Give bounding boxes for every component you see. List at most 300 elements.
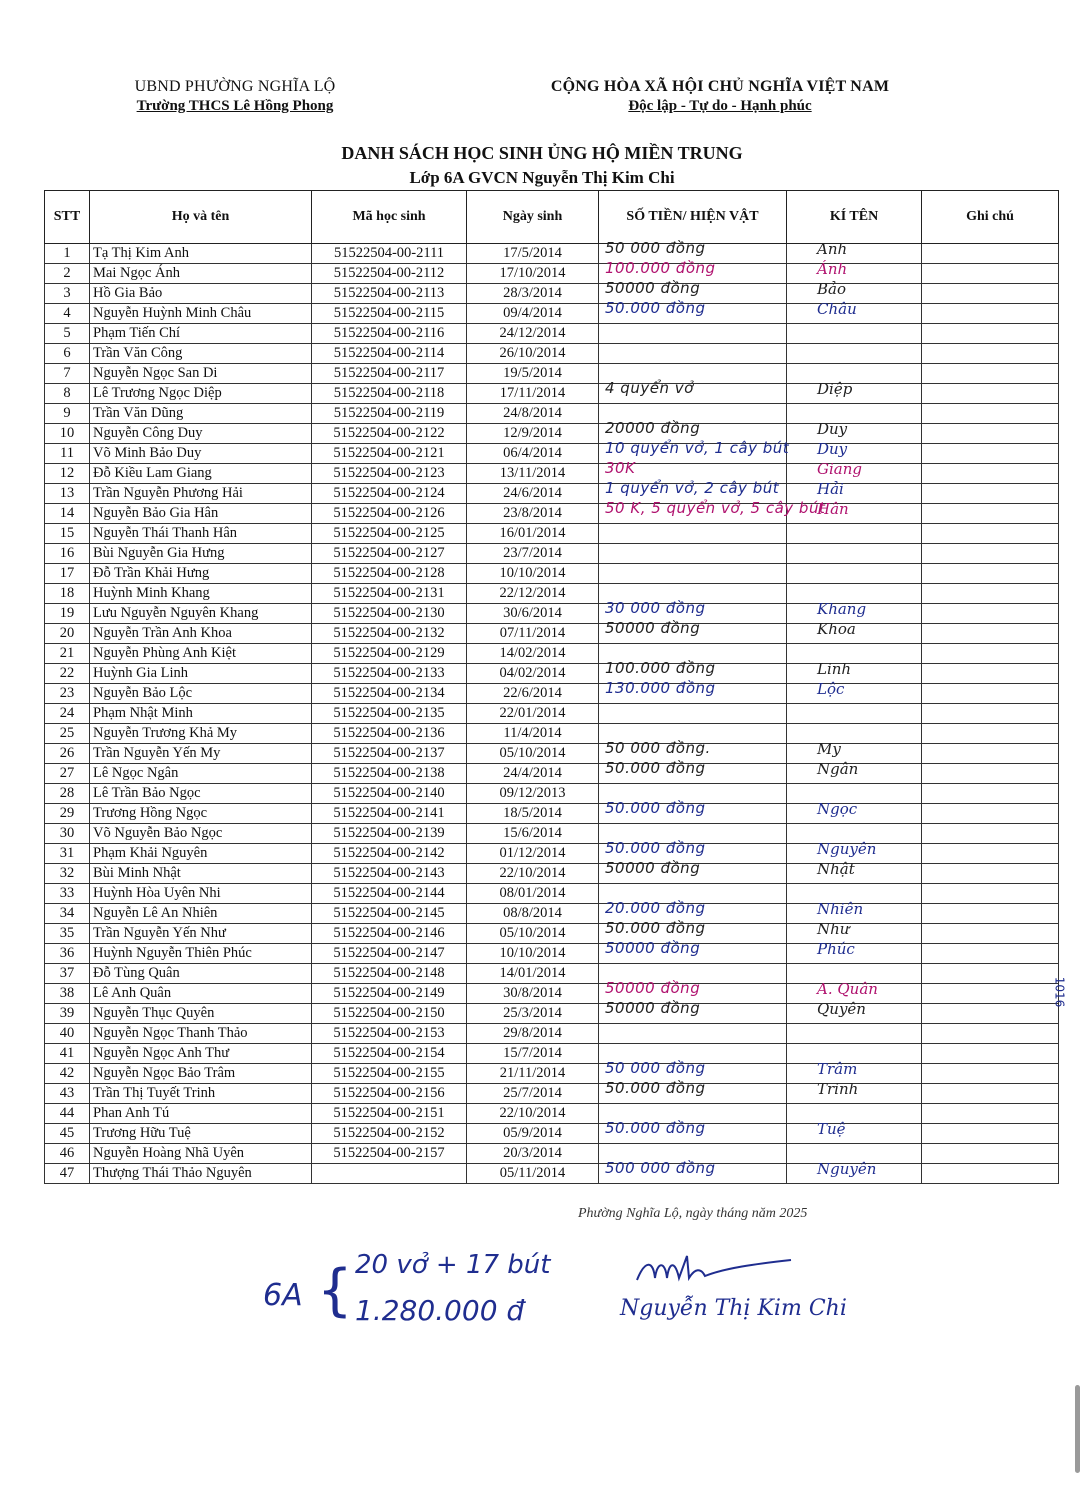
table-row (45, 944, 1059, 964)
cell-signature (787, 1080, 922, 1104)
cell-student-code: 51522504-00-2134 (312, 684, 467, 704)
cell-name: Mai Ngọc Ánh (90, 264, 312, 284)
cell-amount (599, 544, 787, 564)
table-row (45, 764, 1059, 784)
cell-stt: 5 (45, 324, 90, 344)
teacher-signature-name: Nguyễn Thị Kim Chi (620, 1296, 847, 1321)
cell-student-code: 51522504-00-2117 (312, 364, 467, 384)
table-row (45, 1024, 1059, 1044)
cell-stt: 19 (45, 604, 90, 624)
cell-student-code: 51522504-00-2130 (312, 604, 467, 624)
handwritten-signature: Trinh (817, 1080, 859, 1098)
cell-student-code: 51522504-00-2140 (312, 784, 467, 804)
table-row (45, 904, 1059, 924)
cell-stt: 22 (45, 664, 90, 684)
cell-amount (599, 759, 787, 784)
issuer-school: Trường THCS Lê Hồng Phong (136, 98, 334, 114)
table-row (45, 564, 1059, 584)
cell-student-code: 51522504-00-2121 (312, 444, 467, 464)
cell-signature (787, 940, 922, 964)
table-row (45, 644, 1059, 664)
cell-note (922, 664, 1059, 684)
handwritten-amount: 50 000 đồng (605, 1059, 706, 1077)
handwritten-signature: Nguyên (817, 1160, 877, 1178)
cell-stt: 43 (45, 1084, 90, 1104)
table-row (45, 324, 1059, 344)
handwritten-amount: 50000 đồng (605, 979, 701, 997)
handwritten-signature: Linh (817, 660, 852, 678)
cell-note (922, 944, 1059, 964)
cell-name: Huỳnh Hòa Uyên Nhi (90, 884, 312, 904)
donation-table (44, 190, 1059, 1184)
cell-signature (787, 240, 922, 264)
cell-note (922, 784, 1059, 804)
cell-student-code: 51522504-00-2156 (312, 1084, 467, 1104)
cell-student-code: 51522504-00-2112 (312, 264, 467, 284)
cell-name: Trần Văn Dũng (90, 404, 312, 424)
cell-student-code: 51522504-00-2124 (312, 484, 467, 504)
cell-note (922, 284, 1059, 304)
cell-birthdate: 04/02/2014 (467, 664, 599, 684)
handwritten-signature: Hân (817, 500, 849, 518)
handwritten-signature: Ánh (817, 260, 848, 278)
cell-name: Trương Hồng Ngọc (90, 804, 312, 824)
cell-student-code: 51522504-00-2126 (312, 504, 467, 524)
cell-student-code: 51522504-00-2139 (312, 824, 467, 844)
cell-birthdate: 05/10/2014 (467, 924, 599, 944)
cell-birthdate: 22/01/2014 (467, 704, 599, 724)
cell-note (922, 504, 1059, 524)
cell-name: Nguyễn Thục Quyên (90, 1004, 312, 1024)
issuer-authority: UBND PHƯỜNG NGHĨA LỘ (134, 78, 336, 95)
cell-stt: 25 (45, 724, 90, 744)
cell-amount (599, 564, 787, 584)
cell-student-code: 51522504-00-2135 (312, 704, 467, 724)
table-row (45, 1064, 1059, 1084)
cell-stt: 29 (45, 804, 90, 824)
cell-amount (599, 524, 787, 544)
cell-student-code: 51522504-00-2111 (312, 244, 467, 264)
cell-student-code: 51522504-00-2125 (312, 524, 467, 544)
handwritten-signature: Hải (817, 480, 844, 498)
cell-signature (787, 704, 922, 724)
cell-birthdate: 24/6/2014 (467, 484, 599, 504)
cell-stt: 41 (45, 1044, 90, 1064)
handwritten-signature: Duy (817, 420, 848, 438)
cell-name: Tạ Thị Kim Anh (90, 244, 312, 264)
cell-note (922, 624, 1059, 644)
cell-stt: 8 (45, 384, 90, 404)
handwritten-signature: My (817, 740, 841, 758)
cell-signature (787, 760, 922, 784)
handwritten-amount: 4 quyển vở (605, 379, 694, 397)
cell-name: Phạm Tiến Chí (90, 324, 312, 344)
cell-amount (599, 499, 826, 524)
handwritten-signature: Nhật (817, 860, 855, 878)
handwritten-amount: 50.000 đồng (605, 1119, 706, 1137)
table-row (45, 924, 1059, 944)
cell-name: Hồ Gia Bảo (90, 284, 312, 304)
cell-stt: 28 (45, 784, 90, 804)
cell-birthdate: 07/11/2014 (467, 624, 599, 644)
cell-signature (787, 300, 922, 324)
cell-note (922, 824, 1059, 844)
cell-stt: 39 (45, 1004, 90, 1024)
table-row (45, 304, 1059, 324)
cell-birthdate: 23/7/2014 (467, 544, 599, 564)
cell-note (922, 1084, 1059, 1104)
table-row (45, 484, 1059, 504)
table-row (45, 984, 1059, 1004)
handwritten-amount: 50.000 đồng (605, 799, 706, 817)
column-header: Ngày sinh (467, 191, 599, 244)
cell-name: Trần Nguyễn Yến My (90, 744, 312, 764)
column-header: Họ và tên (90, 191, 312, 244)
cell-stt: 26 (45, 744, 90, 764)
handwritten-signature: Tuệ (817, 1120, 846, 1138)
column-header: STT (45, 191, 90, 244)
cell-name: Huỳnh Gia Linh (90, 664, 312, 684)
cell-name: Nguyễn Ngọc Bảo Trâm (90, 1064, 312, 1084)
handwritten-signature: Nhiên (817, 900, 864, 918)
cell-signature (787, 800, 922, 824)
cell-name: Nguyễn Bảo Lộc (90, 684, 312, 704)
cell-stt: 23 (45, 684, 90, 704)
cell-name: Huỳnh Nguyễn Thiên Phúc (90, 944, 312, 964)
cell-amount (599, 324, 787, 344)
cell-amount (599, 679, 787, 704)
cell-student-code: 51522504-00-2131 (312, 584, 467, 604)
cell-name: Phạm Khải Nguyên (90, 844, 312, 864)
cell-stt: 33 (45, 884, 90, 904)
cell-student-code: 51522504-00-2116 (312, 324, 467, 344)
issuer-header (100, 78, 370, 115)
cell-signature (787, 1160, 922, 1184)
cell-stt: 16 (45, 544, 90, 564)
column-header: Mã học sinh (312, 191, 467, 244)
cell-note (922, 744, 1059, 764)
cell-stt: 27 (45, 764, 90, 784)
handwritten-amount: 50.000 đồng (605, 299, 706, 317)
cell-name: Nguyễn Công Duy (90, 424, 312, 444)
cell-birthdate: 08/8/2014 (467, 904, 599, 924)
cell-birthdate: 30/6/2014 (467, 604, 599, 624)
table-body (45, 239, 1059, 1184)
handwritten-signature: Trâm (817, 1060, 858, 1078)
cell-signature (787, 1024, 922, 1044)
handwritten-signature: Như (817, 920, 850, 938)
handwritten-amount: 50.000 đồng (605, 1079, 706, 1097)
cell-note (922, 1164, 1059, 1184)
cell-student-code: 51522504-00-2146 (312, 924, 467, 944)
cell-note (922, 684, 1059, 704)
cell-student-code: 51522504-00-2127 (312, 544, 467, 564)
teacher-signature-icon (635, 1250, 795, 1290)
table-row (45, 804, 1059, 824)
cell-stt: 47 (45, 1164, 90, 1184)
cell-name: Trần Nguyễn Phương Hải (90, 484, 312, 504)
cell-signature (787, 724, 922, 744)
national-name: CỘNG HÒA XÃ HỘI CHỦ NGHĨA VIỆT NAM (550, 78, 890, 95)
handwritten-amount: 1 quyển vở, 2 cây bút (605, 479, 780, 497)
cell-name: Nguyễn Ngọc San Di (90, 364, 312, 384)
cell-student-code: 51522504-00-2141 (312, 804, 467, 824)
cell-name: Nguyễn Bảo Gia Hân (90, 504, 312, 524)
table-row (45, 604, 1059, 624)
cell-birthdate: 06/4/2014 (467, 444, 599, 464)
handwritten-signature: Lộc (817, 680, 845, 698)
cell-note (922, 304, 1059, 324)
table-row (45, 864, 1059, 884)
cell-birthdate: 26/10/2014 (467, 344, 599, 364)
table-row (45, 464, 1059, 484)
table-row (45, 724, 1059, 744)
handwritten-signature: Khang (817, 600, 867, 618)
handwritten-amount: 500 000 đồng (605, 1159, 716, 1177)
cell-student-code: 51522504-00-2147 (312, 944, 467, 964)
cell-note (922, 764, 1059, 784)
handwritten-amount: 50000 đồng (605, 859, 701, 877)
cell-amount (599, 1079, 787, 1104)
cell-birthdate: 11/4/2014 (467, 724, 599, 744)
cell-note (922, 724, 1059, 744)
cell-signature (787, 900, 922, 924)
cell-name: Trần Thị Tuyết Trinh (90, 1084, 312, 1104)
table-row (45, 964, 1059, 984)
cell-amount (599, 1159, 787, 1184)
cell-name: Lê Trương Ngọc Diệp (90, 384, 312, 404)
summary-items: 20 vở + 17 bút (355, 1250, 551, 1280)
cell-birthdate: 16/01/2014 (467, 524, 599, 544)
cell-student-code (312, 1164, 467, 1184)
table-row (45, 544, 1059, 564)
cell-note (922, 264, 1059, 284)
summary-class-label: 6A (263, 1278, 303, 1313)
cell-note (922, 544, 1059, 564)
cell-name: Nguyễn Thái Thanh Hân (90, 524, 312, 544)
cell-amount (599, 1024, 787, 1044)
cell-name: Nguyễn Phùng Anh Kiệt (90, 644, 312, 664)
handwritten-amount: 50 K, 5 quyển vở, 5 cây bút (605, 499, 826, 517)
cell-birthdate: 17/11/2014 (467, 384, 599, 404)
cell-amount (599, 619, 787, 644)
cell-note (922, 804, 1059, 824)
cell-birthdate: 15/6/2014 (467, 824, 599, 844)
cell-birthdate: 22/10/2014 (467, 1104, 599, 1124)
cell-stt: 45 (45, 1124, 90, 1144)
cell-student-code: 51522504-00-2142 (312, 844, 467, 864)
cell-note (922, 1024, 1059, 1044)
document-title: DANH SÁCH HỌC SINH ỦNG HỘ MIỀN TRUNG (341, 143, 743, 163)
table-row (45, 1044, 1059, 1064)
cell-note (922, 604, 1059, 624)
cell-amount (599, 704, 787, 724)
cell-birthdate: 05/9/2014 (467, 1124, 599, 1144)
cell-note (922, 844, 1059, 864)
cell-amount (599, 939, 787, 964)
cell-birthdate: 08/01/2014 (467, 884, 599, 904)
cell-note (922, 484, 1059, 504)
table-row (45, 1144, 1059, 1164)
cell-stt: 34 (45, 904, 90, 924)
handwritten-signature: Khoa (817, 620, 856, 638)
cell-signature (787, 420, 922, 444)
margin-note: 1016 (1052, 976, 1067, 1008)
cell-signature (787, 1120, 922, 1144)
cell-stt: 12 (45, 464, 90, 484)
handwritten-signature: Ngọc (817, 800, 858, 818)
cell-note (922, 1124, 1059, 1144)
cell-student-code: 51522504-00-2152 (312, 1124, 467, 1144)
cell-name: Đỗ Trần Khải Hưng (90, 564, 312, 584)
cell-name: Nguyễn Trương Khả My (90, 724, 312, 744)
national-header (520, 78, 920, 115)
handwritten-signature: A. Quân (817, 980, 878, 998)
handwritten-amount: 50.000 đồng (605, 839, 706, 857)
cell-name: Trương Hữu Tuệ (90, 1124, 312, 1144)
handwritten-amount: 50 000 đồng. (605, 739, 711, 757)
table-row (45, 444, 1059, 464)
cell-birthdate: 20/3/2014 (467, 1144, 599, 1164)
cell-student-code: 51522504-00-2136 (312, 724, 467, 744)
cell-stt: 17 (45, 564, 90, 584)
cell-birthdate: 05/10/2014 (467, 744, 599, 764)
cell-name: Bùi Minh Nhật (90, 864, 312, 884)
cell-amount (599, 799, 787, 824)
table-row (45, 704, 1059, 724)
handwritten-amount: 20000 đồng (605, 419, 701, 437)
cell-birthdate: 21/11/2014 (467, 1064, 599, 1084)
cell-note (922, 324, 1059, 344)
cell-note (922, 1044, 1059, 1064)
handwritten-amount: 30K (605, 459, 636, 477)
cell-birthdate: 09/12/2013 (467, 784, 599, 804)
handwritten-signature: Phúc (817, 940, 855, 958)
cell-stt: 15 (45, 524, 90, 544)
table-row (45, 624, 1059, 644)
viewer-scrollbar[interactable] (1075, 1385, 1080, 1473)
cell-name: Phan Anh Tú (90, 1104, 312, 1124)
cell-stt: 21 (45, 644, 90, 664)
cell-note (922, 384, 1059, 404)
table-row (45, 404, 1059, 424)
handwritten-amount: 20.000 đồng (605, 899, 706, 917)
cell-amount (599, 379, 787, 404)
cell-note (922, 1004, 1059, 1024)
cell-birthdate: 24/12/2014 (467, 324, 599, 344)
cell-birthdate: 05/11/2014 (467, 1164, 599, 1184)
table-row (45, 1004, 1059, 1024)
cell-birthdate: 24/4/2014 (467, 764, 599, 784)
table-row (45, 584, 1059, 604)
cell-stt: 9 (45, 404, 90, 424)
cell-stt: 18 (45, 584, 90, 604)
cell-signature (787, 324, 922, 344)
handwritten-amount: 50 000 đồng (605, 239, 706, 257)
table-row (45, 364, 1059, 384)
table-row (45, 524, 1059, 544)
cell-student-code: 51522504-00-2123 (312, 464, 467, 484)
table-row (45, 1124, 1059, 1144)
cell-signature (787, 404, 922, 424)
handwritten-amount: 30 000 đồng (605, 599, 706, 617)
cell-student-code: 51522504-00-2118 (312, 384, 467, 404)
cell-student-code: 51522504-00-2133 (312, 664, 467, 684)
cell-note (922, 704, 1059, 724)
cell-name: Nguyễn Ngọc Anh Thư (90, 1044, 312, 1064)
cell-note (922, 244, 1059, 264)
table-row (45, 1084, 1059, 1104)
cell-stt: 10 (45, 424, 90, 444)
place-date-line: Phường Nghĩa Lộ, ngày tháng năm 2025 (578, 1206, 808, 1221)
handwritten-signature: Giang (817, 460, 862, 478)
cell-stt: 2 (45, 264, 90, 284)
column-header: Ghi chú (922, 191, 1059, 244)
cell-signature (787, 364, 922, 384)
table-row (45, 1104, 1059, 1124)
cell-name: Nguyễn Trần Anh Khoa (90, 624, 312, 644)
cell-note (922, 404, 1059, 424)
cell-name: Bùi Nguyễn Gia Hưng (90, 544, 312, 564)
cell-name: Nguyễn Hoàng Nhã Uyên (90, 1144, 312, 1164)
cell-name: Lê Ngọc Ngân (90, 764, 312, 784)
cell-signature (787, 564, 922, 584)
cell-note (922, 1144, 1059, 1164)
cell-birthdate: 28/3/2014 (467, 284, 599, 304)
cell-student-code: 51522504-00-2137 (312, 744, 467, 764)
cell-name: Võ Nguyễn Bảo Ngọc (90, 824, 312, 844)
cell-birthdate: 22/6/2014 (467, 684, 599, 704)
table-row (45, 824, 1059, 844)
table-row (45, 424, 1059, 444)
cell-note (922, 644, 1059, 664)
cell-birthdate: 23/8/2014 (467, 504, 599, 524)
cell-name: Nguyễn Lê An Nhiên (90, 904, 312, 924)
cell-stt: 37 (45, 964, 90, 984)
cell-stt: 20 (45, 624, 90, 644)
handwritten-signature: Anh (817, 240, 848, 258)
cell-note (922, 1104, 1059, 1124)
cell-birthdate: 17/5/2014 (467, 244, 599, 264)
cell-amount (599, 344, 787, 364)
cell-name: Trần Nguyễn Yến Như (90, 924, 312, 944)
summary-money: 1.280.000 đ (355, 1294, 525, 1327)
table-row (45, 244, 1059, 264)
handwritten-amount: 100.000 đồng (605, 259, 716, 277)
cell-stt: 11 (45, 444, 90, 464)
cell-note (922, 524, 1059, 544)
cell-name: Lê Anh Quân (90, 984, 312, 1004)
cell-signature (787, 860, 922, 884)
handwritten-amount: 50.000 đồng (605, 919, 706, 937)
cell-signature (787, 524, 922, 544)
cell-student-code: 51522504-00-2145 (312, 904, 467, 924)
cell-student-code: 51522504-00-2129 (312, 644, 467, 664)
cell-stt: 13 (45, 484, 90, 504)
handwritten-signature: Nguyên (817, 840, 877, 858)
cell-signature (787, 260, 922, 284)
cell-signature (787, 660, 922, 684)
handwritten-signature: Châu (817, 300, 857, 318)
handwritten-amount: 130.000 đồng (605, 679, 716, 697)
handwritten-amount: 10 quyển vở, 1 cây bút (605, 439, 790, 457)
cell-stt: 31 (45, 844, 90, 864)
cell-stt: 24 (45, 704, 90, 724)
cell-signature (787, 380, 922, 404)
cell-stt: 30 (45, 824, 90, 844)
column-header: KÍ TÊN (787, 191, 922, 244)
cell-student-code: 51522504-00-2154 (312, 1044, 467, 1064)
